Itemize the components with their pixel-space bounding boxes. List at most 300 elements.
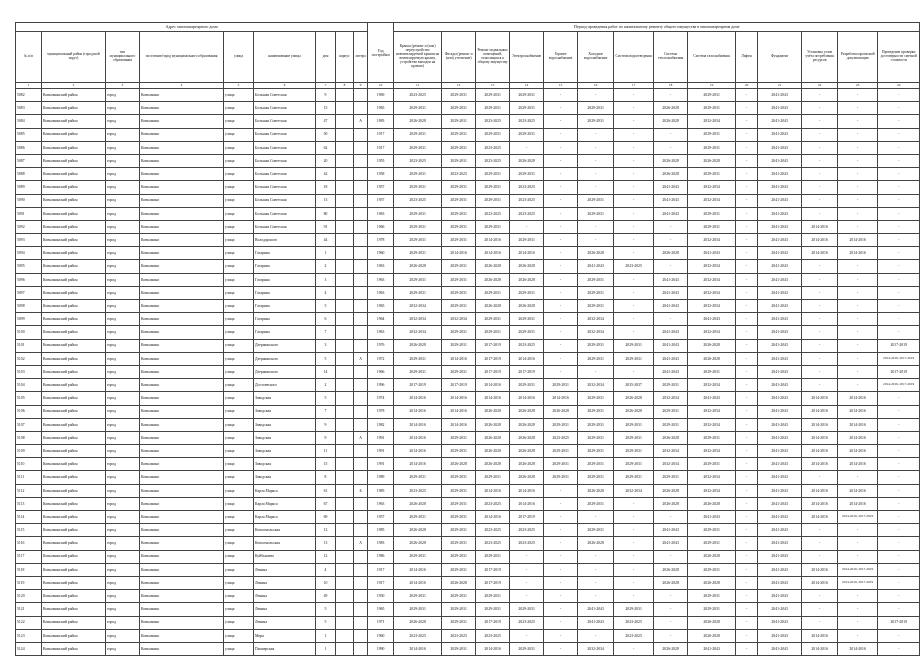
table-cell: город [106, 642, 140, 655]
table-cell: 2032-2034 [688, 260, 736, 273]
table-cell: - [654, 220, 688, 233]
table-cell: 2029-2031 [688, 365, 736, 378]
table-cell: 2029-2031 [442, 603, 476, 616]
table-cell: 2029-2031 [476, 128, 510, 141]
table-cell: 2026-2028 [654, 576, 688, 589]
col-number-1: 1 [16, 83, 42, 89]
table-cell: - [878, 458, 920, 471]
table-cell: 2029-2031 [578, 418, 614, 431]
table-cell: 2029-2031 [578, 471, 614, 484]
table-cell: 2029-2031 [442, 326, 476, 339]
table-cell: город [106, 550, 140, 563]
table-cell: 2014-2016 [838, 234, 878, 247]
table-cell: 2017-2019 [476, 365, 510, 378]
table-cell: 5091 [16, 207, 42, 220]
table-cell: 2029-2031 [510, 313, 544, 326]
table-cell: 2026-2028 [394, 115, 442, 128]
table-cell: Ковылкинский район [42, 576, 106, 589]
table-cell [336, 563, 354, 576]
table-cell: 2029-2031 [510, 168, 544, 181]
table-cell [336, 379, 354, 392]
table-cell: 2041-2043 [688, 642, 736, 655]
table-cell: 2032-2034 [688, 471, 736, 484]
table-cell: улица [224, 326, 254, 339]
table-cell: 2029-2031 [394, 128, 442, 141]
table-cell: 2014-2016 [802, 418, 838, 431]
table-cell: 2014-2016 [802, 431, 838, 444]
table-cell: 5086 [16, 141, 42, 154]
table-cell: Ковылкино [140, 128, 224, 141]
table-cell [354, 154, 368, 167]
table-cell: 2032-2034 [688, 286, 736, 299]
table-cell [354, 326, 368, 339]
table-cell: - [736, 102, 758, 115]
table-cell: 2032-2034 [654, 458, 688, 471]
table-cell: - [736, 313, 758, 326]
table-cell: 2014-2016 [442, 418, 476, 431]
col-number-19: 19 [688, 83, 736, 89]
table-cell: - [510, 550, 544, 563]
table-cell [354, 102, 368, 115]
table-cell: 5115 [16, 524, 42, 537]
table-cell: город [106, 576, 140, 589]
table-cell: 2026-2028 [654, 642, 688, 655]
table-cell: Ковылкинский район [42, 497, 106, 510]
table-row [16, 168, 920, 181]
col-number-22: 22 [802, 83, 838, 89]
table-cell: 2026-2028 [476, 458, 510, 471]
table-row [16, 537, 920, 550]
table-cell: 1963 [368, 497, 394, 510]
table-cell: - [878, 260, 920, 273]
table-cell: 5110 [16, 458, 42, 471]
table-cell [336, 590, 354, 603]
table-cell: 2026-2028 [510, 431, 544, 444]
table-cell: - [544, 497, 578, 510]
table-cell: - [838, 141, 878, 154]
col-number-17: 17 [614, 83, 654, 89]
table-cell: Достоевского [254, 379, 316, 392]
col-number-24: 24 [878, 83, 920, 89]
table-cell: город [106, 405, 140, 418]
table-cell: Большая Советская [254, 207, 316, 220]
table-cell: Большая Советская [254, 115, 316, 128]
table-cell: 5113 [16, 497, 42, 510]
table-cell: Ковылкинский район [42, 102, 106, 115]
table-cell: 2023-2025 [510, 339, 544, 352]
table-cell: 1917 [368, 128, 394, 141]
table-cell: город [106, 194, 140, 207]
table-cell: - [544, 141, 578, 154]
col-header-12: Фасады (ремонт и (или) утепление) [442, 32, 476, 83]
table-cell [336, 484, 354, 497]
table-row [16, 115, 920, 128]
table-cell: Ковылкино [140, 313, 224, 326]
table-cell: Куйбышева [254, 550, 316, 563]
table-cell: 2041-2043 [654, 339, 688, 352]
table-cell: 2029-2031 [654, 418, 688, 431]
col-header-3: тип муниципального образования [106, 32, 140, 83]
table-cell: 5087 [16, 154, 42, 167]
table-cell: 2014-2016 [476, 392, 510, 405]
table-cell: - [878, 629, 920, 642]
table-cell [336, 89, 354, 102]
table-cell: - [838, 115, 878, 128]
table-cell: Ковылкинский район [42, 286, 106, 299]
table-cell: 2029-2031 [476, 313, 510, 326]
table-cell: - [878, 102, 920, 115]
table-cell: улица [224, 576, 254, 589]
table-cell: - [614, 181, 654, 194]
table-cell: 14 [316, 365, 336, 378]
table-cell [354, 194, 368, 207]
table-row [16, 471, 920, 484]
table-cell: 2017-2019 [878, 339, 920, 352]
table-cell: Ковылкино [140, 286, 224, 299]
table-cell: улица [224, 392, 254, 405]
table-cell: 2017-2019 [510, 365, 544, 378]
table-cell: 6 [316, 313, 336, 326]
table-row [16, 365, 920, 378]
table-cell: - [802, 300, 838, 313]
table-cell: - [544, 537, 578, 550]
table-cell: 1978 [368, 405, 394, 418]
table-cell: 42 [316, 168, 336, 181]
table-cell: Ковылкинский район [42, 168, 106, 181]
table-cell: - [878, 273, 920, 286]
table-cell: 2029-2031 [578, 524, 614, 537]
table-cell: - [544, 260, 578, 273]
table-cell: - [736, 260, 758, 273]
table-cell: 2029-2031 [442, 220, 476, 233]
table-cell: - [838, 550, 878, 563]
table-cell: - [736, 471, 758, 484]
table-cell: 2026-2028 [654, 247, 688, 260]
table-cell: 2029-2031 [476, 181, 510, 194]
table-row [16, 220, 920, 233]
table-cell: - [736, 234, 758, 247]
table-cell: 2026-2028 [476, 260, 510, 273]
table-cell: 2029-2031 [544, 379, 578, 392]
table-cell: - [802, 471, 838, 484]
table-cell: - [736, 511, 758, 524]
table-cell: - [614, 89, 654, 102]
table-cell: - [544, 234, 578, 247]
table-cell: город [106, 115, 140, 128]
table-cell: 2029-2031 [688, 537, 736, 550]
table-cell [336, 550, 354, 563]
table-cell: город [106, 181, 140, 194]
table-cell: Ковылкино [140, 431, 224, 444]
table-cell: - [614, 207, 654, 220]
table-cell: улица [224, 629, 254, 642]
table-cell: 2014-2016, 2017-2019 [838, 563, 878, 576]
table-cell: - [802, 326, 838, 339]
table-row [16, 563, 920, 576]
table-cell: - [578, 511, 614, 524]
table-cell: Ковылкино [140, 629, 224, 642]
table-cell: 2029-2031 [688, 603, 736, 616]
col-number-2: 2 [42, 83, 106, 89]
table-cell: город [106, 629, 140, 642]
table-row [16, 642, 920, 655]
table-cell: Б [354, 484, 368, 497]
table-row [16, 247, 920, 260]
table-cell: улица [224, 181, 254, 194]
table-cell: 2029-2031 [442, 524, 476, 537]
table-cell: 1963 [368, 326, 394, 339]
table-cell: 5095 [16, 260, 42, 273]
table-cell: 2017-2019 [476, 576, 510, 589]
table-cell: 2029-2031 [578, 431, 614, 444]
table-cell: Дзержинского [254, 352, 316, 365]
table-cell: - [878, 497, 920, 510]
table-cell: 2029-2031 [510, 102, 544, 115]
table-cell: 2017-2019 [476, 616, 510, 629]
table-cell: 2023-2025 [442, 629, 476, 642]
table-cell: улица [224, 563, 254, 576]
table-cell: 2023-2025 [394, 154, 442, 167]
col-number-9: 9 [354, 83, 368, 89]
table-cell: 2032-2034 [688, 234, 736, 247]
table-cell: 2029-2031 [544, 418, 578, 431]
table-cell: - [878, 445, 920, 458]
table-cell: - [802, 141, 838, 154]
table-cell: 2041-2043 [654, 326, 688, 339]
table-cell: 2029-2031 [688, 431, 736, 444]
table-cell: - [654, 511, 688, 524]
table-cell [354, 392, 368, 405]
table-cell: - [578, 550, 614, 563]
table-cell: 2026-2028 [688, 352, 736, 365]
table-cell: 5094 [16, 247, 42, 260]
table-cell: 5099 [16, 313, 42, 326]
table-cell: - [614, 300, 654, 313]
address-group-header: Адрес многоквартирного дома [16, 23, 368, 32]
table-cell: Ленина [254, 563, 316, 576]
table-cell: 1963 [368, 273, 394, 286]
table-cell: 2029-2031 [476, 168, 510, 181]
table-cell: 2041-2043 [758, 181, 802, 194]
table-cell: 1974 [368, 392, 394, 405]
table-cell: - [614, 576, 654, 589]
table-cell: - [614, 365, 654, 378]
table-cell: 2032-2034 [578, 379, 614, 392]
table-row [16, 273, 920, 286]
table-cell: 2032-2034 [578, 326, 614, 339]
table-cell: 2041-2043 [758, 629, 802, 642]
table-cell: - [802, 273, 838, 286]
table-cell: 2029-2031 [394, 471, 442, 484]
table-cell: 2023-2025 [614, 260, 654, 273]
table-cell: 2041-2043 [758, 89, 802, 102]
table-cell: 2014-2016 [510, 484, 544, 497]
table-row [16, 484, 920, 497]
table-cell: Ковылкинский район [42, 352, 106, 365]
table-cell: 2029-2031 [688, 458, 736, 471]
table-cell: Большая Советская [254, 220, 316, 233]
table-cell: Ковылкинский район [42, 642, 106, 655]
table-cell: - [878, 181, 920, 194]
table-cell: город [106, 563, 140, 576]
table-cell: 2 [316, 379, 336, 392]
table-cell: - [838, 629, 878, 642]
table-cell: Гагарина [254, 300, 316, 313]
table-cell: 1989 [368, 471, 394, 484]
table-cell [336, 300, 354, 313]
table-cell: 2041-2043 [578, 603, 614, 616]
table-cell: город [106, 497, 140, 510]
table-cell [336, 629, 354, 642]
table-cell: 49 [316, 590, 336, 603]
table-cell: - [544, 128, 578, 141]
table-cell: - [736, 339, 758, 352]
table-cell: 1960 [368, 247, 394, 260]
table-cell: - [544, 247, 578, 260]
table-cell: улица [224, 339, 254, 352]
table-cell: город [106, 234, 140, 247]
table-cell: - [802, 550, 838, 563]
table-cell: Дзержинского [254, 339, 316, 352]
table-cell: Ковылкинский район [42, 365, 106, 378]
table-cell [336, 445, 354, 458]
table-cell: 12 [316, 524, 336, 537]
table-cell: - [544, 590, 578, 603]
table-cell: 2029-2031 [442, 141, 476, 154]
table-cell: 2029-2031 [688, 168, 736, 181]
table-cell: - [878, 286, 920, 299]
table-cell: 2032-2034 [688, 194, 736, 207]
table-cell: - [736, 576, 758, 589]
table-cell: 2029-2031 [394, 603, 442, 616]
table-cell: 13 [316, 537, 336, 550]
table-cell: - [802, 339, 838, 352]
table-cell: Заводская [254, 392, 316, 405]
table-cell: Володарского [254, 234, 316, 247]
table-cell: 2023-2025 [510, 194, 544, 207]
table-cell: - [838, 260, 878, 273]
table-cell: улица [224, 418, 254, 431]
table-cell [354, 313, 368, 326]
table-cell [336, 339, 354, 352]
col-header-22: Установка узлов учёта потребления ресурсов [802, 32, 838, 83]
table-cell: 5082 [16, 89, 42, 102]
table-cell: 5100 [16, 326, 42, 339]
table-cell [336, 603, 354, 616]
table-cell: 2029-2031 [578, 392, 614, 405]
table-cell: 2029-2031 [442, 616, 476, 629]
table-cell: 10 [316, 576, 336, 589]
table-cell: 2014-2016 [510, 497, 544, 510]
table-cell: город [106, 154, 140, 167]
table-cell: 2023-2025 [614, 629, 654, 642]
col-header-11: Крыша (ремонт и (или) переустройство невентилируемой крыши на вентилируемую крышу, устройство выходов на кровлю) [394, 32, 442, 83]
table-cell: 2041-2043 [758, 590, 802, 603]
table-cell: - [736, 497, 758, 510]
table-cell: Ленина [254, 603, 316, 616]
table-cell: 2014-2016 [476, 234, 510, 247]
table-cell: 2026-2028 [510, 273, 544, 286]
table-cell: - [544, 550, 578, 563]
table-cell: - [614, 194, 654, 207]
table-cell: - [736, 286, 758, 299]
table-cell: Большая Советская [254, 141, 316, 154]
table-cell: 2029-2031 [442, 550, 476, 563]
table-cell: город [106, 300, 140, 313]
table-cell: город [106, 128, 140, 141]
table-cell: 2029-2031 [614, 339, 654, 352]
table-cell: - [802, 181, 838, 194]
table-cell: - [578, 365, 614, 378]
table-cell: 2029-2031 [614, 603, 654, 616]
table-cell: улица [224, 220, 254, 233]
table-cell: Ковылкино [140, 234, 224, 247]
table-cell: 1991 [368, 458, 394, 471]
table-cell: 2029-2031 [394, 590, 442, 603]
table-cell: - [802, 154, 838, 167]
table-cell: Ковылкино [140, 168, 224, 181]
table-cell: 2029-2031 [544, 458, 578, 471]
table-cell: 2041-2043 [758, 339, 802, 352]
table-cell: Ковылкинский район [42, 300, 106, 313]
table-cell: 2041-2043 [758, 603, 802, 616]
table-cell: Ковылкинский район [42, 550, 106, 563]
table-cell: Гагарина [254, 260, 316, 273]
table-cell: улица [224, 550, 254, 563]
table-cell: 2029-2031 [442, 497, 476, 510]
table-cell: Ковылкино [140, 642, 224, 655]
table-cell: 2014-2016 [838, 642, 878, 655]
table-cell: 91 [316, 220, 336, 233]
table-cell: - [838, 603, 878, 616]
table-cell: 2014-2016 [802, 484, 838, 497]
table-cell: 5112 [16, 484, 42, 497]
table-cell [354, 590, 368, 603]
table-cell: 2041-2043 [578, 616, 614, 629]
table-cell: город [106, 273, 140, 286]
table-cell: 2029-2031 [578, 497, 614, 510]
table-cell: 2017-2019 [878, 616, 920, 629]
table-cell: 2032-2034 [688, 484, 736, 497]
table-cell: 2014-2016 [544, 392, 578, 405]
table-cell: Ковылкино [140, 181, 224, 194]
table-cell: Ковылкинский район [42, 392, 106, 405]
table-cell: 2029-2031 [578, 273, 614, 286]
table-cell [336, 102, 354, 115]
table-cell: 2032-2034 [688, 273, 736, 286]
table-cell: 2029-2031 [510, 379, 544, 392]
table-cell: 2014-2016 [394, 445, 442, 458]
table-cell: Ковылкино [140, 445, 224, 458]
table-cell: 1957 [368, 511, 394, 524]
table-cell: 2026-2028 [510, 471, 544, 484]
table-cell: - [614, 286, 654, 299]
table-cell: Ковылкино [140, 576, 224, 589]
table-cell: 2041-2043 [758, 260, 802, 273]
table-cell: Ковылкино [140, 365, 224, 378]
table-cell: - [878, 115, 920, 128]
table-cell [354, 220, 368, 233]
table-cell: - [802, 616, 838, 629]
table-cell: - [838, 300, 878, 313]
table-cell: 5102 [16, 352, 42, 365]
table-cell: 5097 [16, 286, 42, 299]
table-cell: город [106, 365, 140, 378]
table-cell: улица [224, 352, 254, 365]
table-cell: 5101 [16, 339, 42, 352]
table-cell [354, 603, 368, 616]
table-cell: 5119 [16, 576, 42, 589]
